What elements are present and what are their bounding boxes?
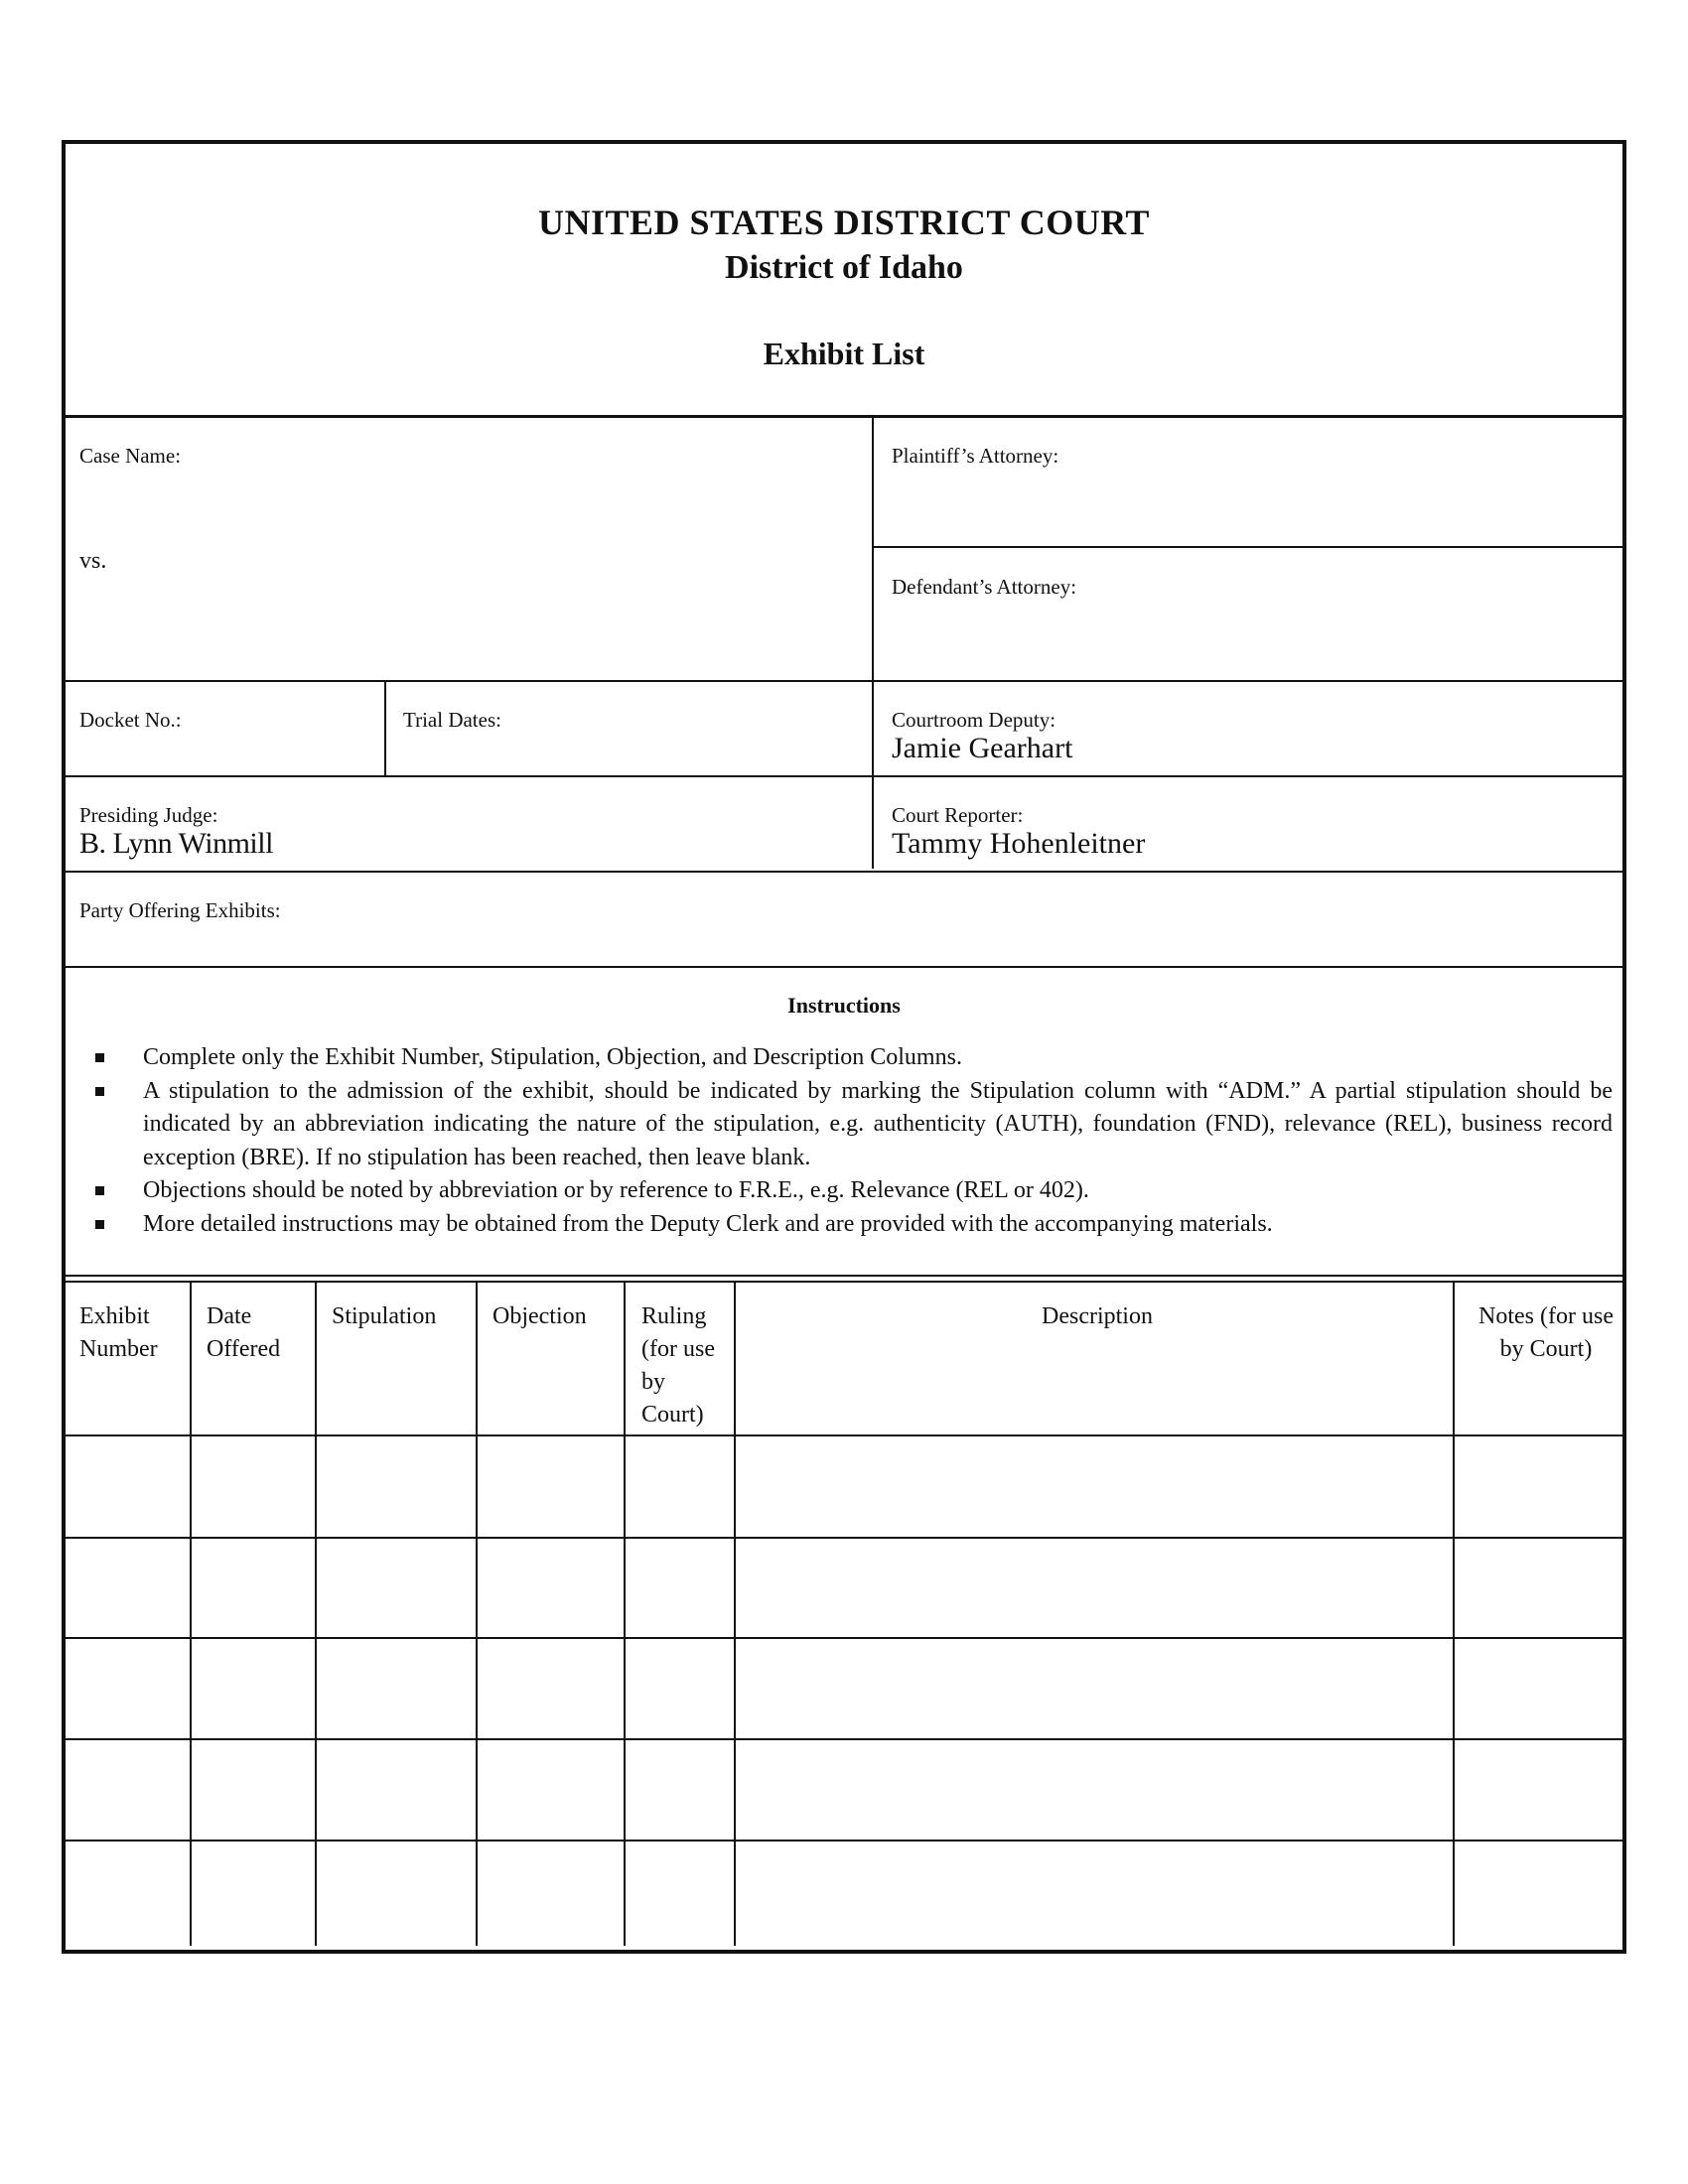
- table-cell-ruling[interactable]: [627, 1437, 732, 1535]
- plaintiff-attorney-field[interactable]: [876, 472, 1618, 543]
- vs-label: vs.: [79, 548, 107, 574]
- table-cell-stipulation[interactable]: [318, 1640, 474, 1736]
- court-reporter-label: Court Reporter:: [892, 803, 1024, 827]
- divider-judge: [66, 871, 1622, 873]
- table-cell-ruling[interactable]: [627, 1741, 732, 1838]
- presiding-judge-label: Presiding Judge:: [79, 803, 218, 827]
- table-cell-description[interactable]: [737, 1741, 1451, 1838]
- table-cell-ruling[interactable]: [627, 1640, 732, 1736]
- case-name-field[interactable]: [70, 438, 868, 676]
- docket-field[interactable]: [70, 736, 381, 773]
- table-cell-stipulation[interactable]: [318, 1741, 474, 1838]
- court-name: UNITED STATES DISTRICT COURT: [538, 203, 1150, 242]
- table-cell-stipulation[interactable]: [318, 1843, 474, 1944]
- trial-dates-label: Trial Dates:: [403, 708, 501, 732]
- instructions-heading: Instructions: [787, 993, 901, 1018]
- divider-vertical-info: [872, 415, 874, 869]
- table-row: [66, 1840, 1622, 1946]
- column-header-objection: Objection: [492, 1303, 587, 1329]
- document-title: Exhibit List: [763, 336, 925, 371]
- table-cell-notes[interactable]: [1456, 1437, 1620, 1535]
- defendant-attorney-field[interactable]: [876, 603, 1618, 676]
- column-header-notes: Notes (for use by Court): [1478, 1303, 1614, 1362]
- bullet-icon: [95, 1053, 104, 1062]
- district-name: District of Idaho: [725, 249, 963, 286]
- column-header-stipulation: Stipulation: [332, 1303, 437, 1329]
- exhibit-list-form: [62, 140, 1626, 1954]
- column-header-date-offered: Date Offered: [207, 1303, 281, 1362]
- table-row: [66, 1434, 1622, 1537]
- courtroom-deputy-label: Courtroom Deputy:: [892, 708, 1056, 732]
- divider-case: [66, 680, 1622, 682]
- instruction-item: A stipulation to the admission of the exhibit, should be indicated by marking the Stipulation column with “ADM.” A partial stipulation should be indicated by an abbreviation indicating the nature of the stipulation, e.g. authenticity (AUTH), foundation (FND), relevance (REL), business record exception (BRE). If no stipulation has been reached, then leave blank.: [143, 1075, 1613, 1175]
- divider-party: [66, 966, 1622, 968]
- instruction-item: Complete only the Exhibit Number, Stipulation, Objection, and Description Columns.: [143, 1041, 1613, 1075]
- plaintiff-attorney-label: Plaintiff’s Attorney:: [892, 444, 1059, 468]
- table-cell-exhibit-number[interactable]: [69, 1437, 188, 1535]
- table-cell-objection[interactable]: [479, 1437, 622, 1535]
- table-cell-objection[interactable]: [479, 1640, 622, 1736]
- divider-instructions-b: [66, 1281, 1622, 1283]
- table-cell-notes[interactable]: [1456, 1640, 1620, 1736]
- table-cell-notes[interactable]: [1456, 1540, 1620, 1635]
- table-cell-objection[interactable]: [479, 1843, 622, 1944]
- divider-vertical-docket: [384, 680, 386, 775]
- table-cell-stipulation[interactable]: [318, 1437, 474, 1535]
- presiding-judge-value: B. Lynn Winmill: [79, 827, 273, 860]
- table-cell-notes[interactable]: [1456, 1741, 1620, 1838]
- column-header-exhibit-number: Exhibit Number: [79, 1303, 158, 1362]
- instruction-item: More detailed instructions may be obtained from the Deputy Clerk and are provided with the accompanying materials.: [143, 1208, 1613, 1242]
- table-cell-objection[interactable]: [479, 1741, 622, 1838]
- table-cell-exhibit-number[interactable]: [69, 1540, 188, 1635]
- defendant-attorney-label: Defendant’s Attorney:: [892, 575, 1077, 599]
- table-row: [66, 1637, 1622, 1738]
- table-cell-description[interactable]: [737, 1843, 1451, 1944]
- table-cell-exhibit-number[interactable]: [69, 1640, 188, 1736]
- table-cell-ruling[interactable]: [627, 1540, 732, 1635]
- divider-attorneys: [872, 546, 1622, 548]
- table-row: [66, 1738, 1622, 1840]
- table-cell-stipulation[interactable]: [318, 1540, 474, 1635]
- divider-docket: [66, 775, 1622, 777]
- case-name-label: Case Name:: [79, 444, 182, 468]
- table-cell-date-offered[interactable]: [193, 1640, 313, 1736]
- bullet-icon: [95, 1087, 104, 1096]
- table-cell-description[interactable]: [737, 1437, 1451, 1535]
- court-reporter-value: Tammy Hohenleitner: [892, 827, 1146, 860]
- table-row: [66, 1537, 1622, 1637]
- column-header-description: Description: [1042, 1303, 1153, 1329]
- table-cell-description[interactable]: [737, 1640, 1451, 1736]
- table-cell-objection[interactable]: [479, 1540, 622, 1635]
- instruction-item: Objections should be noted by abbreviation or by reference to F.R.E., e.g. Relevance (REL or 402).: [143, 1174, 1613, 1208]
- docket-label: Docket No.:: [79, 708, 182, 732]
- bullet-icon: [95, 1220, 104, 1229]
- instructions-list: [143, 1041, 1613, 1241]
- table-cell-exhibit-number[interactable]: [69, 1741, 188, 1838]
- party-offering-label: Party Offering Exhibits:: [79, 898, 281, 922]
- table-cell-date-offered[interactable]: [193, 1741, 313, 1838]
- table-cell-date-offered[interactable]: [193, 1437, 313, 1535]
- table-cell-description[interactable]: [737, 1540, 1451, 1635]
- table-cell-notes[interactable]: [1456, 1843, 1620, 1944]
- table-cell-ruling[interactable]: [627, 1843, 732, 1944]
- courtroom-deputy-value: Jamie Gearhart: [892, 732, 1073, 764]
- trial-dates-field[interactable]: [389, 736, 868, 773]
- party-offering-field[interactable]: [70, 926, 1618, 964]
- bullet-icon: [95, 1186, 104, 1195]
- table-cell-date-offered[interactable]: [193, 1843, 313, 1944]
- table-cell-exhibit-number[interactable]: [69, 1843, 188, 1944]
- column-header-ruling: Ruling (for use by Court): [641, 1303, 715, 1428]
- divider-header: [66, 415, 1622, 418]
- table-cell-date-offered[interactable]: [193, 1540, 313, 1635]
- divider-instructions-a: [66, 1275, 1622, 1277]
